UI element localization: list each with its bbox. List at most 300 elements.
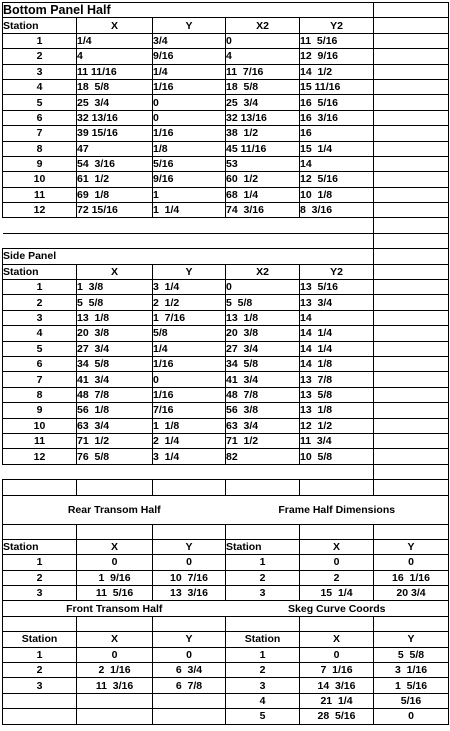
empty-cell[interactable] — [374, 264, 449, 279]
value-cell[interactable]: 6 7/8 — [153, 678, 226, 693]
empty-cell[interactable] — [3, 616, 77, 631]
value-cell[interactable]: 12 5/16 — [300, 172, 374, 187]
table-row — [3, 49, 449, 64]
empty-cell[interactable] — [374, 64, 449, 79]
empty-cell[interactable] — [374, 18, 449, 33]
column-header[interactable]: Y — [153, 632, 226, 647]
station-cell[interactable]: 2 — [3, 663, 77, 678]
value-cell[interactable]: 3 1/4 — [153, 280, 226, 295]
empty-cell[interactable] — [374, 249, 449, 264]
value-cell[interactable]: 0 — [374, 555, 449, 570]
station-cell[interactable]: 2 — [3, 295, 77, 310]
value-cell[interactable]: 0 — [300, 647, 374, 662]
empty-cell[interactable] — [3, 480, 77, 495]
station-cell[interactable]: 2 — [226, 570, 300, 585]
empty-cell[interactable] — [374, 79, 449, 94]
column-header[interactable]: X2 — [226, 18, 300, 33]
table-row — [3, 433, 449, 448]
value-cell[interactable]: 5/16 — [374, 693, 449, 708]
value-cell[interactable]: 2 1/2 — [153, 295, 226, 310]
column-header[interactable]: X — [77, 632, 153, 647]
column-header[interactable]: Station — [3, 18, 77, 33]
value-cell[interactable]: 8 3/16 — [300, 203, 374, 218]
column-header[interactable]: Station — [226, 632, 300, 647]
value-cell[interactable]: 20 3/8 — [77, 326, 153, 341]
station-cell[interactable]: 4 — [226, 693, 300, 708]
empty-cell[interactable] — [374, 172, 449, 187]
value-cell[interactable]: 11 3/16 — [77, 678, 153, 693]
value-cell[interactable]: 9/16 — [153, 49, 226, 64]
table-row — [3, 110, 449, 125]
value-cell[interactable]: 1 9/16 — [77, 570, 153, 585]
value-cell[interactable]: 6 3/4 — [153, 663, 226, 678]
table-row — [3, 141, 449, 156]
column-header[interactable]: X — [77, 264, 153, 279]
empty-cell[interactable] — [374, 3, 449, 18]
station-cell[interactable]: 1 — [3, 647, 77, 662]
table-row — [3, 326, 449, 341]
empty-cell[interactable] — [226, 480, 300, 495]
value-cell[interactable]: 11 11/16 — [77, 64, 153, 79]
table-row — [3, 663, 449, 678]
value-cell[interactable]: 34 5/8 — [226, 356, 300, 371]
value-cell[interactable]: 18 5/8 — [77, 79, 153, 94]
value-cell[interactable]: 68 1/4 — [226, 187, 300, 202]
station-cell[interactable]: 5 — [226, 709, 300, 724]
value-cell[interactable]: 13 3/16 — [153, 586, 226, 601]
value-cell[interactable]: 71 1/2 — [226, 433, 300, 448]
table-row — [3, 64, 449, 79]
value-cell[interactable]: 12 1/2 — [300, 418, 374, 433]
station-cell[interactable]: 3 — [3, 586, 77, 601]
column-header[interactable]: Y — [153, 264, 226, 279]
empty-cell[interactable] — [374, 203, 449, 218]
value-cell[interactable]: 82 — [226, 449, 300, 464]
value-cell[interactable]: 0 — [77, 555, 153, 570]
column-header[interactable]: Station — [3, 264, 77, 279]
empty-cell[interactable] — [374, 372, 449, 387]
value-cell[interactable]: 1/4 — [153, 64, 226, 79]
empty-cell[interactable] — [226, 3, 300, 18]
value-cell[interactable]: 13 7/8 — [300, 372, 374, 387]
value-cell[interactable]: 48 7/8 — [226, 387, 300, 402]
value-cell[interactable]: 5 5/8 — [77, 295, 153, 310]
value-cell[interactable]: 0 — [153, 110, 226, 125]
value-cell[interactable]: 34 5/8 — [77, 356, 153, 371]
value-cell[interactable]: 7/16 — [153, 403, 226, 418]
empty-cell[interactable] — [300, 524, 374, 539]
table-row — [3, 403, 449, 418]
value-cell[interactable]: 18 5/8 — [226, 79, 300, 94]
empty-cell[interactable] — [374, 449, 449, 464]
value-cell[interactable]: 16 5/16 — [300, 95, 374, 110]
station-cell[interactable]: 7 — [3, 126, 77, 141]
empty-cell[interactable] — [3, 524, 77, 539]
empty-cell[interactable] — [300, 616, 374, 631]
empty-cell[interactable] — [374, 464, 449, 479]
value-cell[interactable]: 32 13/16 — [226, 110, 300, 125]
value-cell[interactable]: 27 3/4 — [226, 341, 300, 356]
station-cell[interactable]: 8 — [3, 141, 77, 156]
empty-cell[interactable] — [374, 280, 449, 295]
empty-cell[interactable] — [374, 387, 449, 402]
value-cell[interactable]: 21 1/4 — [300, 693, 374, 708]
header-row — [3, 632, 449, 647]
empty-cell[interactable] — [374, 418, 449, 433]
value-cell[interactable]: 10 5/8 — [300, 449, 374, 464]
empty-cell[interactable] — [153, 233, 226, 248]
header-row — [3, 264, 449, 279]
value-cell[interactable]: 15 1/4 — [300, 586, 374, 601]
empty-cell[interactable] — [300, 233, 374, 248]
value-cell[interactable]: 0 — [226, 280, 300, 295]
value-cell[interactable]: 12 9/16 — [300, 49, 374, 64]
blank-row — [3, 464, 449, 479]
station-cell[interactable]: 11 — [3, 187, 77, 202]
value-cell[interactable]: 2 1/4 — [153, 433, 226, 448]
column-header[interactable]: Station — [226, 539, 300, 554]
value-cell[interactable]: 39 15/16 — [77, 126, 153, 141]
station-cell[interactable]: 11 — [3, 433, 77, 448]
empty-cell[interactable] — [300, 480, 374, 495]
value-cell[interactable]: 16 3/16 — [300, 110, 374, 125]
station-cell[interactable]: 3 — [226, 586, 300, 601]
empty-cell[interactable] — [374, 524, 449, 539]
column-header[interactable]: X — [300, 632, 374, 647]
table-row — [3, 156, 449, 171]
value-cell[interactable]: 5 5/8 — [374, 647, 449, 662]
value-cell[interactable]: 2 — [300, 570, 374, 585]
value-cell[interactable]: 1 3/8 — [77, 280, 153, 295]
value-cell[interactable]: 11 7/16 — [226, 64, 300, 79]
table-row — [3, 586, 449, 601]
value-cell[interactable]: 28 5/16 — [300, 709, 374, 724]
table-row — [3, 372, 449, 387]
station-cell[interactable]: 5 — [3, 95, 77, 110]
value-cell[interactable]: 3/4 — [153, 33, 226, 48]
column-header[interactable]: Y — [374, 632, 449, 647]
value-cell[interactable]: 10 7/16 — [153, 570, 226, 585]
empty-cell[interactable] — [226, 249, 300, 264]
empty-cell[interactable] — [226, 524, 300, 539]
value-cell[interactable]: 1/16 — [153, 387, 226, 402]
station-cell[interactable]: 12 — [3, 449, 77, 464]
value-cell[interactable]: 15 1/4 — [300, 141, 374, 156]
value-cell[interactable]: 1/4 — [153, 341, 226, 356]
station-cell[interactable]: 7 — [3, 372, 77, 387]
empty-cell[interactable] — [153, 524, 226, 539]
empty-cell[interactable] — [153, 218, 226, 233]
value-cell[interactable]: 13 1/8 — [300, 403, 374, 418]
station-cell[interactable]: 10 — [3, 418, 77, 433]
value-cell[interactable]: 38 1/2 — [226, 126, 300, 141]
value-cell[interactable]: 3 1/4 — [153, 449, 226, 464]
value-cell[interactable]: 1 — [153, 187, 226, 202]
value-cell[interactable]: 71 1/2 — [77, 433, 153, 448]
table-row — [3, 341, 449, 356]
station-cell[interactable]: 3 — [3, 678, 77, 693]
empty-cell[interactable] — [77, 233, 153, 248]
empty-cell[interactable] — [374, 187, 449, 202]
empty-cell[interactable] — [77, 524, 153, 539]
empty-cell[interactable] — [374, 126, 449, 141]
empty-cell[interactable] — [153, 693, 226, 708]
value-cell[interactable]: 13 1/8 — [77, 310, 153, 325]
table-row — [3, 95, 449, 110]
station-cell[interactable]: 1 — [3, 33, 77, 48]
empty-cell[interactable] — [374, 341, 449, 356]
value-cell[interactable]: 1 7/16 — [153, 310, 226, 325]
station-cell[interactable]: 4 — [3, 326, 77, 341]
station-cell[interactable]: 2 — [3, 49, 77, 64]
table-row — [3, 295, 449, 310]
station-cell[interactable]: 8 — [3, 387, 77, 402]
station-cell[interactable]: 12 — [3, 203, 77, 218]
empty-cell[interactable] — [374, 49, 449, 64]
value-cell[interactable]: 76 5/8 — [77, 449, 153, 464]
empty-cell[interactable] — [226, 464, 300, 479]
station-cell[interactable]: 9 — [3, 156, 77, 171]
value-cell[interactable]: 14 3/16 — [300, 678, 374, 693]
value-cell[interactable]: 5/8 — [153, 326, 226, 341]
value-cell[interactable]: 0 — [153, 95, 226, 110]
empty-cell[interactable] — [374, 356, 449, 371]
empty-cell[interactable] — [3, 709, 77, 724]
value-cell[interactable]: 14 1/2 — [300, 64, 374, 79]
empty-cell[interactable] — [153, 464, 226, 479]
title-row — [3, 601, 449, 616]
empty-cell[interactable] — [374, 95, 449, 110]
value-cell[interactable]: 41 3/4 — [77, 372, 153, 387]
empty-cell[interactable] — [3, 233, 77, 248]
value-cell[interactable]: 1 1/8 — [153, 418, 226, 433]
value-cell[interactable]: 0 — [77, 647, 153, 662]
header-row — [3, 18, 449, 33]
value-cell[interactable]: 53 — [226, 156, 300, 171]
value-cell[interactable]: 20 3/4 — [374, 586, 449, 601]
value-cell[interactable]: 16 — [300, 126, 374, 141]
value-cell[interactable]: 14 1/4 — [300, 341, 374, 356]
value-cell[interactable]: 5/16 — [153, 156, 226, 171]
column-header[interactable]: X — [77, 539, 153, 554]
value-cell[interactable]: 0 — [300, 555, 374, 570]
header-row — [3, 539, 449, 554]
empty-cell[interactable] — [3, 218, 77, 233]
value-cell[interactable]: 63 3/4 — [77, 418, 153, 433]
value-cell[interactable]: 13 3/4 — [300, 295, 374, 310]
column-header[interactable]: Station — [3, 632, 77, 647]
value-cell[interactable]: 63 3/4 — [226, 418, 300, 433]
value-cell[interactable]: 1 1/4 — [153, 203, 226, 218]
empty-cell[interactable] — [374, 616, 449, 631]
value-cell[interactable]: 9/16 — [153, 172, 226, 187]
empty-cell[interactable] — [374, 156, 449, 171]
value-cell[interactable]: 41 3/4 — [226, 372, 300, 387]
section-title-skeg-curve[interactable]: Skeg Curve Coords — [226, 601, 449, 616]
empty-cell[interactable] — [77, 218, 153, 233]
column-header[interactable]: X — [77, 18, 153, 33]
blank-row — [3, 218, 449, 233]
value-cell[interactable]: 1/8 — [153, 141, 226, 156]
column-header[interactable]: Y — [153, 18, 226, 33]
section-title-frame-half[interactable]: Frame Half Dimensions — [226, 495, 449, 524]
value-cell[interactable]: 27 3/4 — [77, 341, 153, 356]
value-cell[interactable]: 25 3/4 — [226, 95, 300, 110]
table-row — [3, 203, 449, 218]
station-cell[interactable]: 1 — [3, 280, 77, 295]
value-cell[interactable]: 13 5/8 — [300, 387, 374, 402]
table-row — [3, 126, 449, 141]
empty-cell[interactable] — [300, 218, 374, 233]
section-title-front-transom[interactable]: Front Transom Half — [3, 601, 226, 616]
section-title-bottom-panel[interactable]: Bottom Panel Half — [3, 3, 226, 18]
empty-cell[interactable] — [374, 110, 449, 125]
column-header[interactable]: X2 — [226, 264, 300, 279]
station-cell[interactable]: 6 — [3, 356, 77, 371]
empty-cell[interactable] — [153, 709, 226, 724]
station-cell[interactable]: 2 — [226, 663, 300, 678]
station-cell[interactable]: 10 — [3, 172, 77, 187]
empty-cell[interactable] — [77, 709, 153, 724]
table-row — [3, 647, 449, 662]
empty-cell[interactable] — [374, 218, 449, 233]
value-cell[interactable]: 13 5/16 — [300, 280, 374, 295]
empty-cell[interactable] — [300, 249, 374, 264]
empty-cell[interactable] — [3, 464, 77, 479]
table-row — [3, 709, 449, 724]
column-header[interactable]: Y — [153, 539, 226, 554]
blank-row — [3, 524, 449, 539]
value-cell[interactable]: 0 — [153, 647, 226, 662]
empty-cell[interactable] — [77, 480, 153, 495]
station-cell[interactable]: 1 — [226, 647, 300, 662]
table-row — [3, 418, 449, 433]
column-header[interactable]: Station — [3, 539, 77, 554]
value-cell[interactable]: 72 15/16 — [77, 203, 153, 218]
value-cell[interactable]: 13 1/8 — [226, 310, 300, 325]
column-header[interactable]: Y2 — [300, 18, 374, 33]
value-cell[interactable]: 3 1/16 — [374, 663, 449, 678]
value-cell[interactable]: 4 — [226, 49, 300, 64]
station-cell[interactable]: 4 — [3, 79, 77, 94]
blank-row — [3, 616, 449, 631]
table-row — [3, 570, 449, 585]
table-row — [3, 33, 449, 48]
value-cell[interactable]: 11 5/16 — [77, 586, 153, 601]
value-cell[interactable]: 60 1/2 — [226, 172, 300, 187]
table-row — [3, 280, 449, 295]
empty-cell[interactable] — [374, 233, 449, 248]
value-cell[interactable]: 7 1/16 — [300, 663, 374, 678]
empty-cell[interactable] — [300, 3, 374, 18]
empty-cell[interactable] — [77, 464, 153, 479]
value-cell[interactable]: 0 — [226, 33, 300, 48]
station-cell[interactable]: 6 — [3, 110, 77, 125]
value-cell[interactable]: 1/16 — [153, 356, 226, 371]
value-cell[interactable]: 48 7/8 — [77, 387, 153, 402]
station-cell[interactable]: 3 — [3, 64, 77, 79]
empty-cell[interactable] — [226, 616, 300, 631]
empty-cell[interactable] — [153, 480, 226, 495]
station-cell[interactable]: 1 — [3, 555, 77, 570]
empty-cell[interactable] — [374, 295, 449, 310]
value-cell[interactable]: 56 1/8 — [77, 403, 153, 418]
empty-cell[interactable] — [77, 616, 153, 631]
value-cell[interactable]: 54 3/16 — [77, 156, 153, 171]
value-cell[interactable]: 14 — [300, 156, 374, 171]
value-cell[interactable]: 20 3/8 — [226, 326, 300, 341]
empty-cell[interactable] — [153, 616, 226, 631]
station-cell[interactable]: 1 — [226, 555, 300, 570]
value-cell[interactable]: 1/16 — [153, 126, 226, 141]
empty-cell[interactable] — [153, 249, 226, 264]
value-cell[interactable]: 0 — [153, 372, 226, 387]
value-cell[interactable]: 10 1/8 — [300, 187, 374, 202]
empty-cell[interactable] — [374, 403, 449, 418]
empty-cell[interactable] — [226, 233, 300, 248]
value-cell[interactable]: 1/16 — [153, 79, 226, 94]
empty-cell[interactable] — [3, 693, 77, 708]
empty-cell[interactable] — [374, 433, 449, 448]
section-title-rear-transom[interactable]: Rear Transom Half — [3, 495, 226, 524]
value-cell[interactable]: 14 1/8 — [300, 356, 374, 371]
empty-cell[interactable] — [300, 464, 374, 479]
value-cell[interactable]: 0 — [153, 555, 226, 570]
station-cell[interactable]: 9 — [3, 403, 77, 418]
station-cell[interactable]: 5 — [3, 341, 77, 356]
value-cell[interactable]: 47 — [77, 141, 153, 156]
empty-cell[interactable] — [374, 141, 449, 156]
value-cell[interactable]: 45 11/16 — [226, 141, 300, 156]
value-cell[interactable]: 56 3/8 — [226, 403, 300, 418]
value-cell[interactable]: 14 1/4 — [300, 326, 374, 341]
value-cell[interactable]: 11 5/16 — [300, 33, 374, 48]
empty-cell[interactable] — [374, 326, 449, 341]
blank-row — [3, 480, 449, 495]
column-header[interactable]: X — [300, 539, 374, 554]
empty-cell[interactable] — [374, 310, 449, 325]
column-header[interactable]: Y2 — [300, 264, 374, 279]
table-row — [3, 187, 449, 202]
value-cell[interactable]: 11 3/4 — [300, 433, 374, 448]
empty-cell[interactable] — [77, 693, 153, 708]
value-cell[interactable]: 74 3/16 — [226, 203, 300, 218]
value-cell[interactable]: 32 13/16 — [77, 110, 153, 125]
value-cell[interactable]: 61 1/2 — [77, 172, 153, 187]
value-cell[interactable]: 69 1/8 — [77, 187, 153, 202]
station-cell[interactable]: 2 — [3, 570, 77, 585]
value-cell[interactable]: 1 5/16 — [374, 678, 449, 693]
value-cell[interactable]: 5 5/8 — [226, 295, 300, 310]
value-cell[interactable]: 2 1/16 — [77, 663, 153, 678]
value-cell[interactable]: 14 — [300, 310, 374, 325]
empty-cell[interactable] — [374, 480, 449, 495]
station-cell[interactable]: 3 — [3, 310, 77, 325]
empty-cell[interactable] — [226, 218, 300, 233]
column-header[interactable]: Y — [374, 539, 449, 554]
table-row — [3, 172, 449, 187]
station-cell[interactable]: 3 — [226, 678, 300, 693]
value-cell[interactable]: 16 1/16 — [374, 570, 449, 585]
section-title-side-panel[interactable]: Side Panel — [3, 249, 153, 264]
value-cell[interactable]: 4 — [77, 49, 153, 64]
value-cell[interactable]: 25 3/4 — [77, 95, 153, 110]
empty-cell[interactable] — [374, 33, 449, 48]
value-cell[interactable]: 1/4 — [77, 33, 153, 48]
value-cell[interactable]: 0 — [374, 709, 449, 724]
value-cell[interactable]: 15 11/16 — [300, 79, 374, 94]
table-row — [3, 449, 449, 464]
